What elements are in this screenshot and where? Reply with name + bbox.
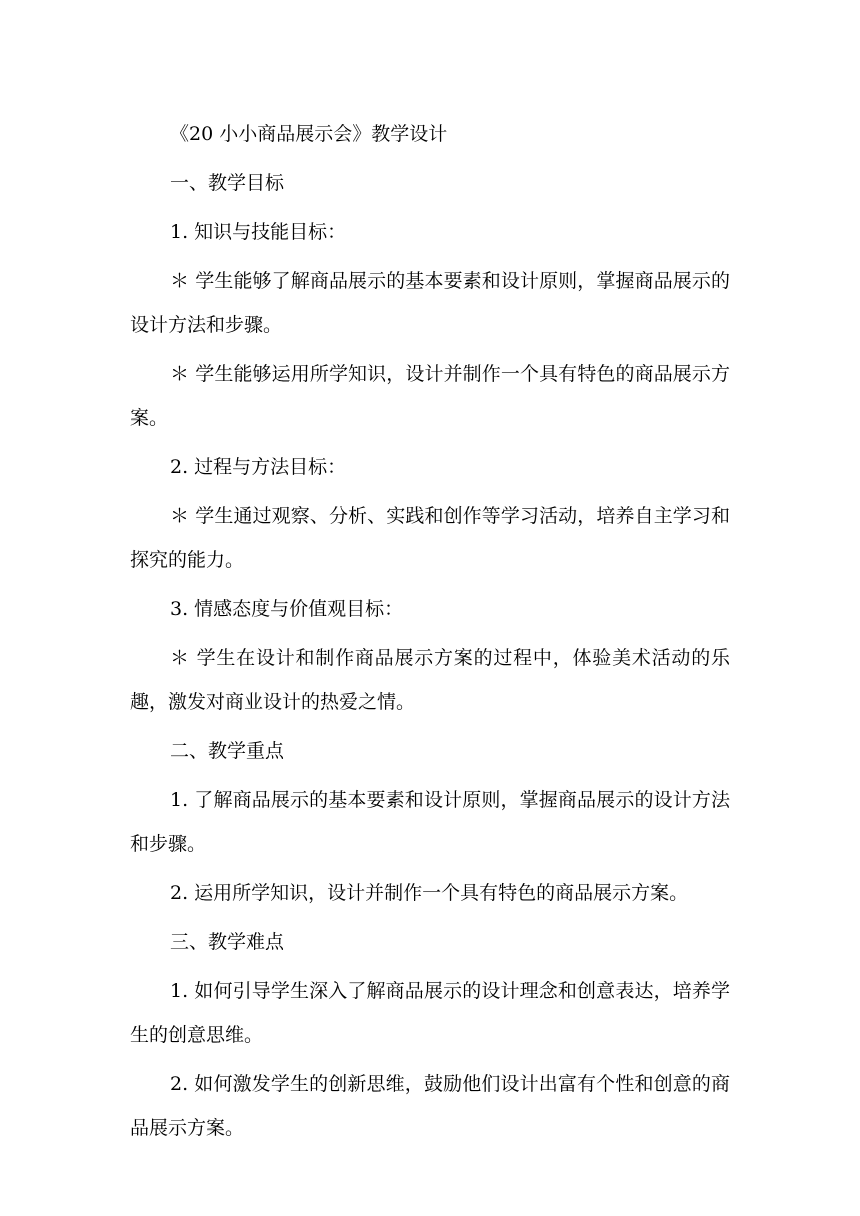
- paragraph: 2. 运用所学知识，设计并制作一个具有特色的商品展示方案。: [170, 882, 689, 904]
- paragraph: 2. 如何激发学生的创新思维，鼓励他们设计出富有个性和创意的商品展示方案。: [130, 1073, 730, 1139]
- document-page: [130, 112, 730, 1155]
- subheading-emotion-values: 3. 情感态度与价值观目标：: [170, 598, 404, 620]
- section-heading-objectives: 一、教学目标: [170, 172, 285, 194]
- section-heading-difficulties: 三、教学难点: [170, 931, 285, 953]
- section-heading-key-points: 二、教学重点: [170, 740, 285, 762]
- subheading-knowledge-skills: 1. 知识与技能目标：: [170, 221, 347, 243]
- paragraph: ＊ 学生在设计和制作商品展示方案的过程中，体验美术活动的乐趣，激发对商业设计的热爱之情。: [130, 647, 730, 713]
- document-title: 《20 小小商品展示会》教学设计: [170, 123, 448, 145]
- paragraph: ＊ 学生能够运用所学知识，设计并制作一个具有特色的商品展示方案。: [130, 363, 730, 429]
- paragraph: ＊ 学生通过观察、分析、实践和创作等学习活动，培养自主学习和探究的能力。: [130, 505, 730, 571]
- paragraph: ＊ 学生能够了解商品展示的基本要素和设计原则，掌握商品展示的设计方法和步骤。: [130, 270, 730, 336]
- paragraph: 1. 了解商品展示的基本要素和设计原则，掌握商品展示的设计方法和步骤。: [130, 789, 730, 855]
- paragraph: 1. 如何引导学生深入了解商品展示的设计理念和创意表达，培养学生的创意思维。: [130, 980, 730, 1046]
- subheading-process-method: 2. 过程与方法目标：: [170, 456, 347, 478]
